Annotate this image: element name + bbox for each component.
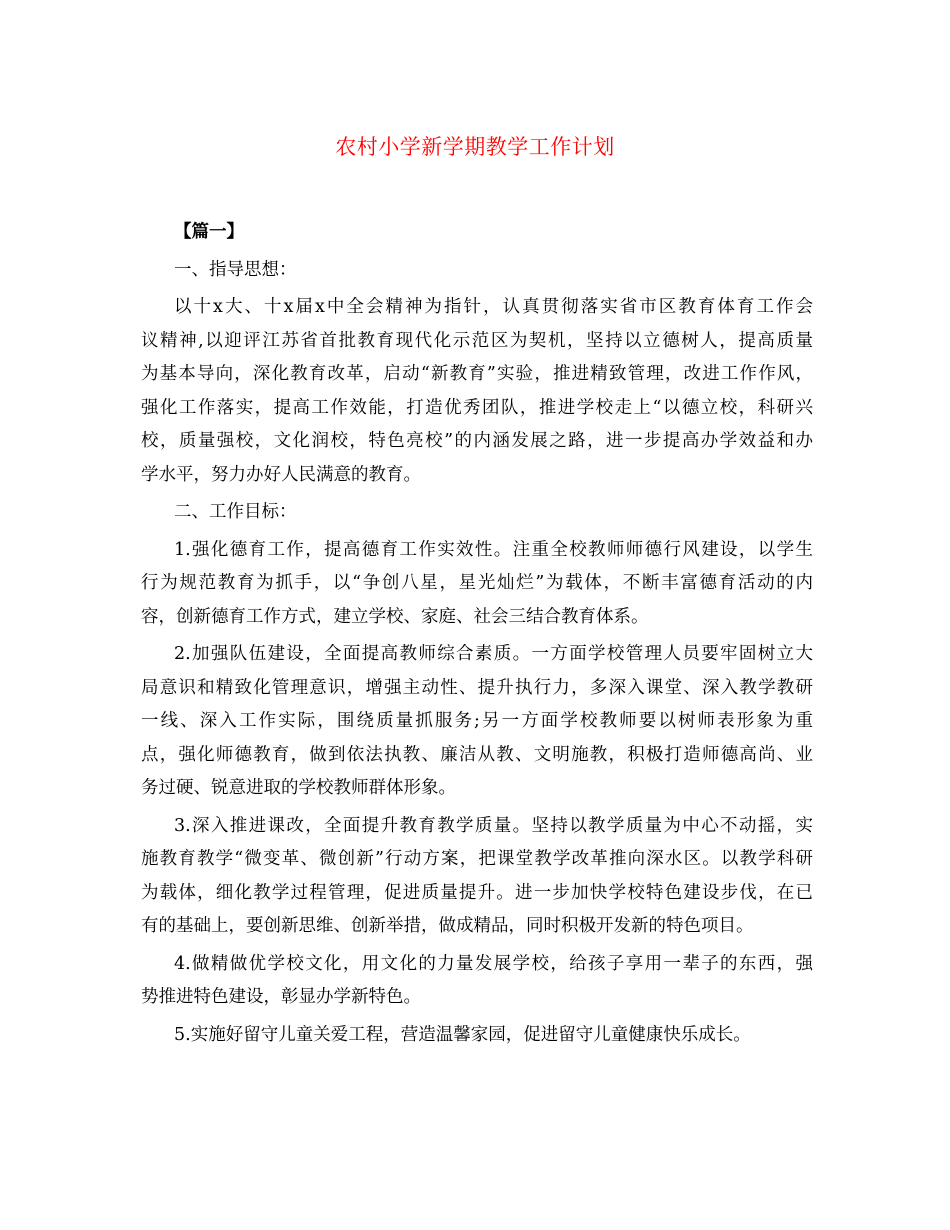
goal-item-2 (141, 638, 813, 806)
paragraph-line: 局意识和精致化管理意识，增强主动性、提升执行力，多深入课堂、深入教学教研 (141, 677, 813, 698)
paragraph-line: 强化工作落实，提高工作效能，打造优秀团队，推进学校走上“以德立校，科研兴 (141, 397, 813, 418)
paragraph-line: 施教育教学“微变革、微创新”行动方案，把课堂教学改革推向深水区。以教学科研 (141, 849, 813, 869)
document-title: 农村小学新学期教学工作计划 (335, 135, 615, 159)
section-label: 【篇一】 (174, 222, 244, 242)
document-body (141, 216, 813, 1052)
paragraph-line: 行为规范教育为抓手，以“争创八星，星光灿烂”为载体，不断丰富德育活动的内 (141, 573, 813, 593)
paragraph-line: 势推进特色建设，彰显办学新特色。 (141, 987, 421, 1007)
paragraph-line: 学水平，努力办好人民满意的教育。 (141, 464, 421, 485)
paragraph-line: 1.强化德育工作，提高德育工作实效性。注重全校教师师德行风建设，以学生 (174, 539, 813, 560)
paragraph-line: 议精神,以迎评江苏省首批教育现代化示范区为契机，坚持以立德树人，提高质量 (141, 330, 813, 351)
paragraph-line: 5.实施好留守儿童关爱工程，营造温馨家园，促进留守儿童健康快乐成长。 (174, 1024, 751, 1045)
heading-guiding-ideology: 一、指导思想： (174, 259, 297, 280)
paragraph-line: 点，强化师德教育，做到依法执教、廉洁从教、文明施教，积极打造师德高尚、业 (141, 744, 813, 765)
paragraph-line: 校，质量强校，文化润校，特色亮校”的内涵发展之路，进一步提高办学效益和办 (141, 431, 813, 451)
paragraph-line: 有的基础上，要创新思维、创新举措，做成精品，同时积极开发新的特色项目。 (141, 916, 754, 936)
paragraph-guiding-ideology (141, 291, 813, 492)
goal-item-1 (141, 534, 813, 635)
paragraph-line: 2.加强队伍建设，全面提高教师综合素质。一方面学校管理人员要牢固树立大 (174, 644, 813, 664)
heading-work-goals: 二、工作目标： (174, 502, 297, 522)
paragraph-line: 以十x大、十x届x中全会精神为指针，认真贯彻落实省市区教育体育工作会 (174, 297, 813, 317)
goal-item-3 (141, 810, 813, 944)
paragraph-line: 一线、深入工作实际，围绕质量抓服务;另一方面学校教师要以树师表形象为重 (141, 711, 813, 731)
paragraph-line: 为载体，细化教学过程管理，促进质量提升。进一步加快学校特色建设步伐，在已 (141, 882, 813, 903)
paragraph-line: 务过硬、锐意进取的学校教师群体形象。 (141, 778, 456, 798)
paragraph-line: 容，创新德育工作方式，建立学校、家庭、社会三结合教育体系。 (141, 606, 649, 627)
paragraph-line: 3.深入推进课改，全面提升教育教学质量。坚持以教学质量为中心不动摇，实 (174, 815, 813, 836)
paragraph-line: 4.做精做优学校文化，用文化的力量发展学校，给孩子享用一辈子的东西，强 (174, 953, 813, 974)
goal-item-5 (141, 1019, 813, 1053)
paragraph-line: 为基本导向，深化教育改革，启动“新教育”实验，推进精致管理，改进工作作风， (141, 364, 813, 384)
goal-item-4 (141, 948, 813, 1015)
